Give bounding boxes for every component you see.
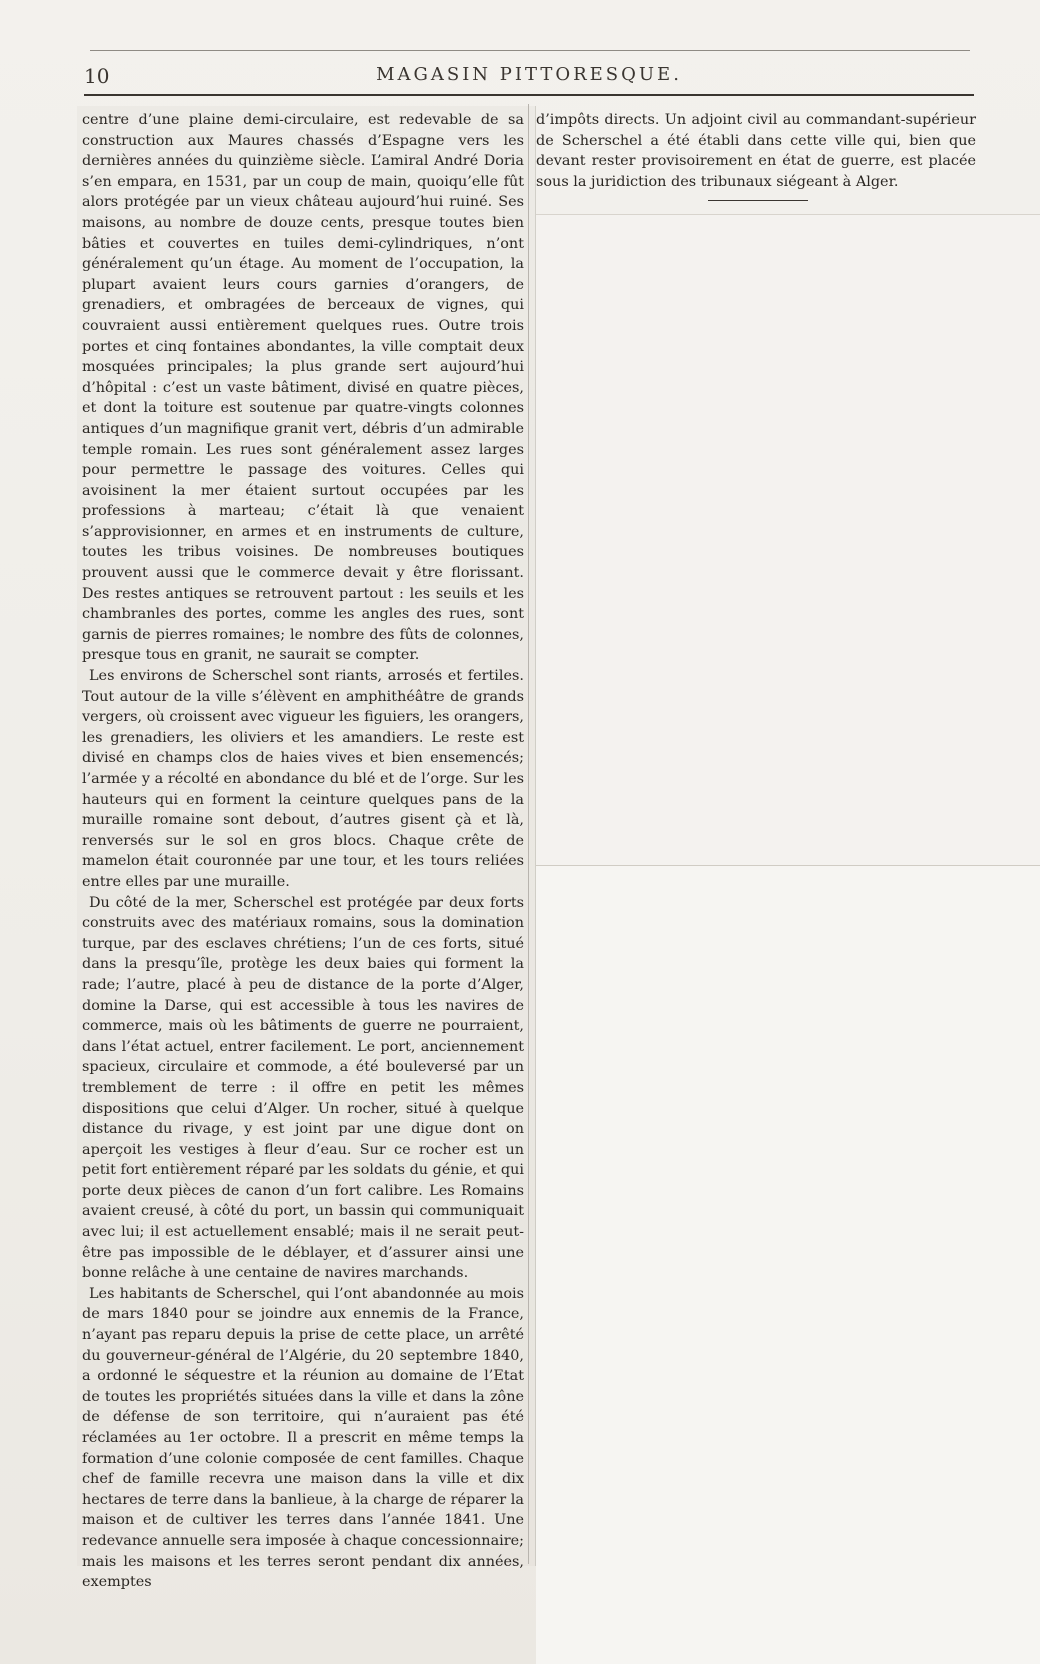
blank-pasted-panel [536,214,1040,866]
top-border-rule [90,50,970,51]
paragraph-city-description: centre d’une plaine demi-circulaire, est redevable de sa construction aux Maures chassés d’Espagne vers les dernières années du quinzième siècle. L’amiral André Doria s’en empara, en 1531, par un coup de main, quoiqu’elle fût alors protégée par un vieux château aujourd’hui ruiné. Ses maisons, au nombre de douze cents, presque toutes bien bâties et couvertes en tuiles demi-cylindriques, n’ont généralement qu’un étage. Au moment de l’occupation, la plupart avaient leurs cours garnies d’orangers, de grenadiers, et ombragées de berceaux de vignes, qui couvraient aussi entièrement quelques rues. Outre trois portes et cinq fontaines abondantes, la ville comptait deux mosquées principales; la plus grande sert aujourd’hui d’hôpital : c’est un vaste bâtiment, divisé en quatre pièces, et dont la toiture est soutenue par quatre-vingts colonnes antiques d’un magnifique granit vert, débris d’un admirable temple romain. Les rues sont généralement assez larges pour permettre le passage des voitures. Celles qui avoisinent la mer étaient surtout occupées par les professions à marteau; c’était là que venaient s’approvisionner, en armes et en instruments de culture, toutes les tribus voisines. De nombreuses boutiques prouvent aussi que le commerce devait y être florissant. Des restes antiques se retrouvent partout : les seuils et les chambranles des portes, comme les angles des rues, sont garnis de pierres romaines; le nombre des fûts de colonnes, presque tous en granit, ne saurait se compter. [82,112,524,664]
left-text-column [82,110,524,1591]
paragraph-surroundings: Les environs de Scherschel sont riants, arrosés et fertiles. Tout autour de la ville s’élèvent en amphithéâtre de grands vergers, où croissent avec vigueur les figuiers, les orangers, les grenadiers, les oliviers et les amandiers. Le reste est divisé en champs clos de haies vives et bien ensemencés; l’armée y a récolté en abondance du blé et de l’orge. Sur les hauteurs qui en forment la ceinture quelques pans de la muraille romaine sont debout, d’autres gisent çà et là, renversés sur le sol en gros blocs. Chaque crête de mamelon était couronnée par une tour, et les tours reliées entre elles par une muraille. [82,668,524,890]
article-end-rule [708,200,808,201]
page-header [84,62,974,90]
column-separator [528,104,529,1564]
right-text-column [536,110,976,194]
paragraph-inhabitants: Les habitants de Scherschel, qui l’ont abandonnée au mois de mars 1840 pour se joindre aux ennemis de la France, n’ayant pas reparu depuis la prise de cette place, un arrêté du gouverneur-général de l’Algérie, du 20 septembre 1840, a ordonné le séquestre et la réunion au domaine de l’Etat de toutes les propriétés situées dans la ville et dans la zône de défense de son territoire, qui n’auraient pas été réclamées au 1er octobre. Il a prescrit en même temps la formation d’une colonie composée de cent familles. Chaque chef de famille recevra une maison dans la ville et dix hectares de terre dans la banlieue, à la charge de réparer la maison et de cultiver les terres dans l’année 1841. Une redevance annuelle sera imposée à chaque concessionnaire; mais les maisons et les terres seront pendant dix années, exemptes [82,1285,524,1591]
running-title: MAGASIN PITTORESQUE. [376,64,682,85]
blank-lower-area [536,866,1040,1664]
header-rule [84,94,974,96]
paragraph-direct-taxes: d’impôts directs. Un adjoint civil au commandant-supérieur de Scherschel a été établi dans cette ville qui, bien que devant rester provisoirement en état de guerre, est placée sous la juridiction des tribunaux siégeant à Alger. [536,112,976,190]
paragraph-sea-side: Du côté de la mer, Scherschel est protégée par deux forts construits avec des matériaux romains, sous la domination turque, par des esclaves chrétiens; l’un de ces forts, situé dans la presqu’île, protège les deux baies qui forment la rade; l’autre, placé à peu de distance de la porte d’Alger, domine la Darse, qui est accessible à tous les navires de commerce, mais où les bâtiments de guerre ne pourraient, dans l’état actuel, entrer facilement. Le port, anciennement spacieux, circulaire et commode, a été bouleversé par un tremblement de terre : il offre en petit les mêmes dispositions que celui d’Alger. Un rocher, situé à quelque distance du rivage, y est joint par une digue dont on aperçoit les vestiges à fleur d’eau. Sur ce rocher est un petit fort entièrement réparé par les soldats du génie, et qui porte deux pièces de canon d’un fort calibre. Les Romains avaient creusé, à côté du port, un bassin qui communiquait avec lui; il est actuellement ensablé; mais il ne serait peut-être pas impossible de le déblayer, et d’assurer ainsi une bonne relâche à une centaine de navires marchands. [82,894,524,1282]
page-number: 10 [84,64,110,88]
